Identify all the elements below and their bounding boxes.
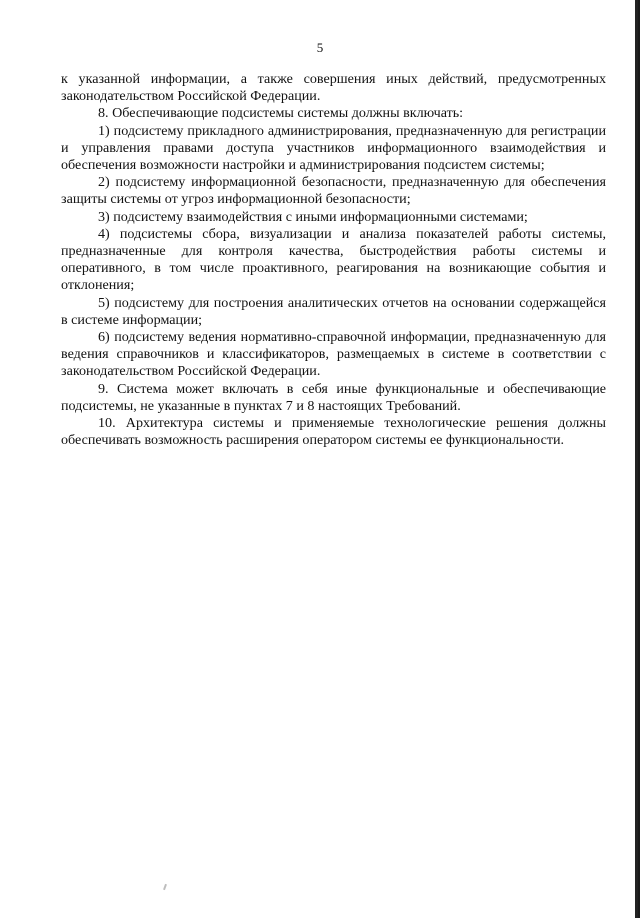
paragraph-8-item-4: 4) подсистемы сбора, визуализации и анализа показателей работы системы, предназначенные для контроля качества, быстродействия работы системы и оперативного, в том числе проактивного, реагирования на возникающие события и отклонения; bbox=[61, 225, 606, 294]
document-body bbox=[61, 71, 606, 449]
scan-edge bbox=[635, 0, 638, 918]
paragraph-8-item-2: 2) подсистему информационной безопасности, предназначенную для обеспечения защиты системы от угроз информационной безопасности; bbox=[61, 174, 606, 208]
paragraph-8-item-6: 6) подсистему ведения нормативно-справочной информации, предназначенную для ведения справочников и классификаторов, размещаемых в системе в соответствии с законодательством Российской Федерации. bbox=[61, 329, 606, 380]
paragraph-10: 10. Архитектура системы и применяемые технологические решения должны обеспечивать возможность расширения оператором системы ее функциональности. bbox=[61, 415, 606, 449]
scan-speck bbox=[163, 884, 167, 890]
paragraph-9: 9. Система может включать в себя иные функциональные и обеспечивающие подсистемы, не указанные в пунктах 7 и 8 настоящих Требований. bbox=[61, 380, 606, 414]
paragraph-8-item-1: 1) подсистему прикладного администрирования, предназначенную для регистрации и управления правами доступа участников информационного взаимодействия и обеспечения возможности настройки и администрирования подсистем системы; bbox=[61, 122, 606, 174]
paragraph-8-item-5: 5) подсистему для построения аналитических отчетов на основании содержащейся в системе информации; bbox=[61, 294, 606, 328]
page-number: 5 bbox=[316, 40, 324, 55]
paragraph-8-item-3: 3) подсистему взаимодействия с иными информационными системами; bbox=[98, 208, 528, 225]
paragraph-8-heading: 8. Обеспечивающие подсистемы системы должны включать: bbox=[98, 105, 464, 122]
paragraph-continuation: к указанной информации, а также совершения иных действий, предусмотренных законодательством Российской Федерации. bbox=[61, 71, 606, 105]
